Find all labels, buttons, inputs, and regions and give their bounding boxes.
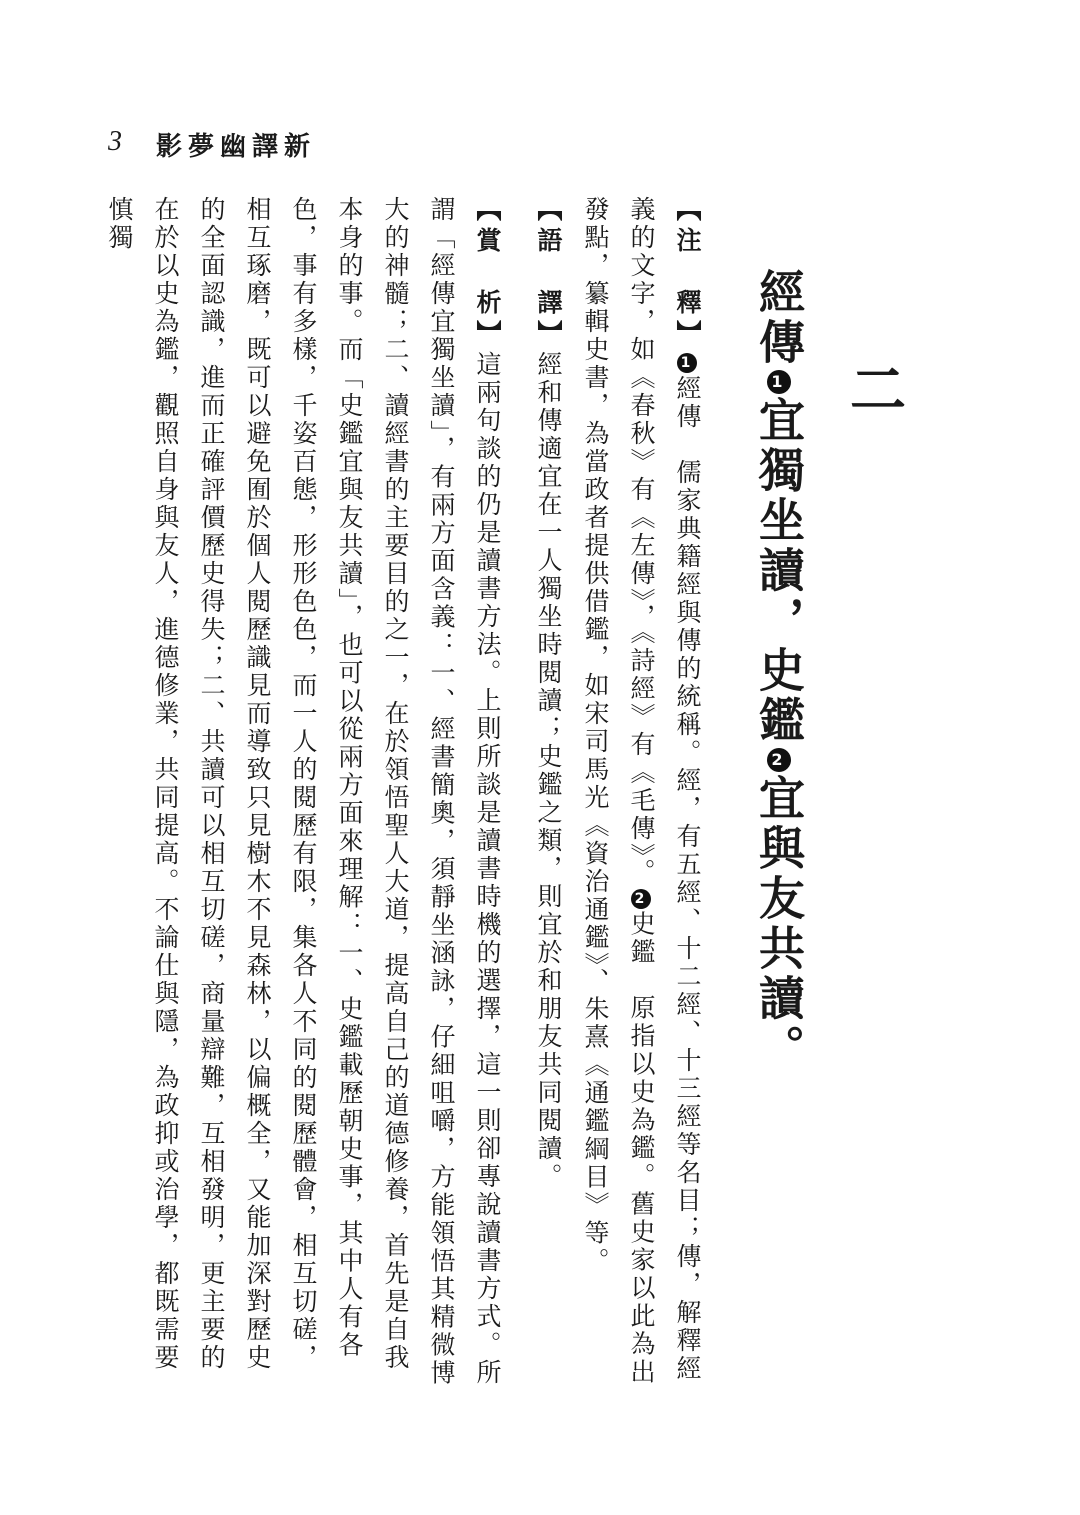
appreciation-text: 這兩句談的仍是讀書方法。上則所談是讀書時機的選擇，這一則卻專說讀書方式。所謂「經傳宜獨坐讀」，有兩方面含義：一、經書簡奧，須靜坐涵詠，仔細咀嚼，方能領悟其精微博大的神髓；二、讀經書的主要目的之一，在於領悟聖人大道，提高自己的道德修養，首先是自我本身的事。而「史鑑宜與友共讀」，也可以從兩方面來理解：一、史鑑載歷朝史事，其中人有各色，事有多樣，千姿百態，形形色色，而一人的閱歷有限，集各人不同的閱歷體會，相互切磋，相互琢磨，既可以避免囿於個人閱歷識見而導致只見樹木不見森林，以偏概全，又能加深對歷史的全面認識，進而正確評價歷史得失；二、共讀可以相互切磋，商量辯難，互相發明，更主要的在於以史為鑑，觀照自身與友人，進德修業，共同提高。不論仕與隱，為政抑或治學，都既需要慎獨 [105, 196, 502, 1388]
maxim [744, 268, 814, 1074]
maxim-part-3: 宜與友共讀。 [752, 774, 806, 1074]
appreciation-label: 【賞 析】 [473, 196, 502, 351]
translation-text: 經和傳適宜在一人獨坐時閱讀；史鑑之類，則宜於和朋友共同閱讀。 [534, 351, 563, 1191]
translation-section [525, 196, 571, 1396]
footnote-marker-2: 2 [767, 748, 791, 772]
notes-section [581, 196, 710, 1396]
book-title: 新譯幽夢影 [156, 132, 317, 162]
chapter-number: 二 [841, 360, 907, 416]
note-2-text: 史鑑 原指以史為鑑。舊史家以此為出發點，纂輯史書，為當政者提供借鑑，如宋司馬光《資治通鑑》、朱熹《通鑑綱目》等。 [581, 196, 656, 1387]
notes-label: 【注 釋】 [673, 196, 702, 351]
appreciation-section [20, 196, 510, 1396]
note-1-marker: 1 [677, 353, 697, 373]
maxim-part-2: 宜獨坐讀，史鑑 [752, 396, 806, 746]
note-2-marker: 2 [631, 889, 651, 909]
page-number: 3 [108, 126, 122, 157]
translation-label: 【語 譯】 [534, 196, 563, 351]
note-1-text: 經傳 儒家典籍經與傳的統稱。經，有五經、十二經、十三經等名目；傳，解釋經義的文字，如《春秋》有《左傳》，《詩經》有《毛傳》。 [627, 196, 702, 1383]
footnote-marker-1: 1 [767, 370, 791, 394]
maxim-part-1: 經傳 [752, 268, 806, 368]
